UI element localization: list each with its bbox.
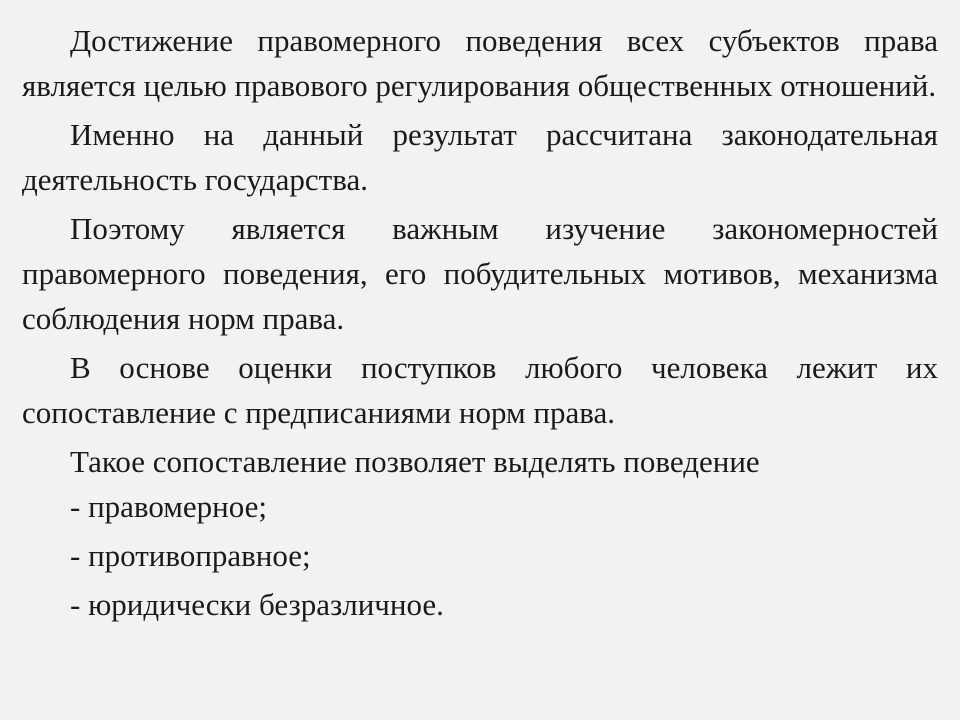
paragraph-2: Именно на данный результат рассчитана законодательная деятельность государства.: [22, 117, 938, 197]
paragraph-3: Поэтому является важным изучение закономерностей правомерного поведения, его побудительных мотивов, механизма соблюдения норм права.: [22, 211, 938, 336]
list-item-unlawful: - противоправное;: [70, 538, 311, 573]
paragraph-4: В основе оценки поступков любого человека лежит их сопоставление с предписаниями норм права.: [22, 350, 938, 430]
paragraph-1: Достижение правомерного поведения всех субъектов права является целью правового регулирования общественных отношений.: [22, 23, 938, 103]
list-lead-in: Такое сопоставление позволяет выделять поведение: [70, 444, 760, 479]
behavior-list: [22, 484, 938, 627]
list-item-lawful: - правомерное;: [70, 489, 267, 524]
slide-body: [22, 18, 938, 627]
list-item-legally-indifferent: - юридически безразличное.: [70, 587, 444, 622]
